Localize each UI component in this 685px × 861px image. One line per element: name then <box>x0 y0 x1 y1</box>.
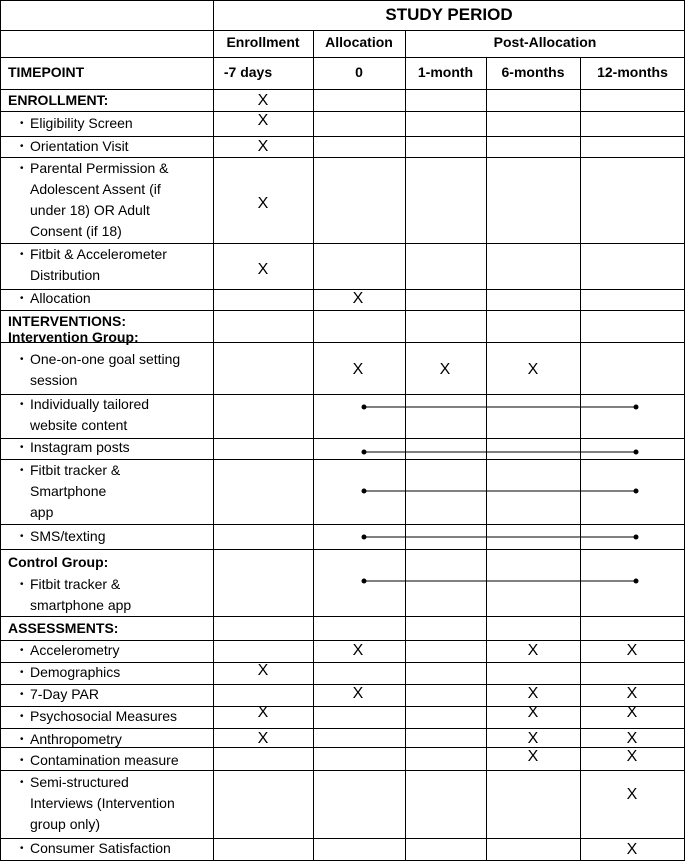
consent-label-line2: Adolescent Assent (if <box>30 181 161 197</box>
bullet-icon: • <box>20 734 24 745</box>
goal-setting-line2: session <box>30 372 78 388</box>
study-period-header: STUDY PERIOD <box>385 5 513 24</box>
duration-line-website <box>362 405 639 410</box>
bullet-icon: • <box>20 777 24 788</box>
control-fitbit-line1: Fitbit tracker & <box>30 576 121 592</box>
intervention-group-heading: Intervention Group: <box>8 329 139 345</box>
fitbit-smartphone-line3: app <box>30 504 54 520</box>
fitbit-smartphone-line1: Fitbit tracker & <box>30 462 121 478</box>
mark-psychosocial-minus7: X <box>257 704 269 721</box>
consumer-satisfaction-label: Consumer Satisfaction <box>30 840 171 856</box>
control-group-heading: Control Group: <box>8 554 109 570</box>
bullet-icon: • <box>20 442 24 453</box>
mark-anthropometry-12-months: X <box>626 730 638 747</box>
website-content-line2: website content <box>30 417 128 433</box>
post-allocation-header: Post-Allocation <box>493 34 597 50</box>
goal-setting-line1: One-on-one goal setting <box>30 351 181 367</box>
mark-goal-6-months: X <box>527 361 539 378</box>
mark-contamination-6-months: X <box>527 748 539 765</box>
bullet-icon: • <box>20 465 24 476</box>
bullet-icon: • <box>20 667 24 678</box>
timepoint-6-months: 6-months <box>501 64 565 80</box>
semi-structured-line1: Semi-structured <box>30 774 129 790</box>
mark-par-0: X <box>352 685 364 702</box>
psychosocial-label: Psychosocial Measures <box>30 708 178 724</box>
enrollment-column-header: Enrollment <box>226 34 300 50</box>
bullet-icon: • <box>20 531 24 542</box>
duration-line-control-fitbit <box>362 579 639 584</box>
assessments-heading: ASSESSMENTS: <box>8 620 119 636</box>
timepoint-12-months: 12-months <box>597 64 668 80</box>
bullet-icon: • <box>20 163 24 174</box>
mark-eligibility-minus7: X <box>257 112 269 129</box>
mark-fitbit-distribution-minus7: X <box>257 261 269 278</box>
mark-accelerometry-12-months: X <box>626 642 638 659</box>
semi-structured-line2: Interviews (Intervention <box>30 795 175 811</box>
bullet-icon: • <box>20 399 24 410</box>
eligibility-screen-label: Eligibility Screen <box>30 115 133 131</box>
mark-goal-1-month: X <box>439 361 451 378</box>
bullet-icon: • <box>20 141 24 152</box>
allocation-row-label: Allocation <box>30 290 91 306</box>
fitbit-distribution-line1: Fitbit & Accelerometer <box>30 246 167 262</box>
duration-line-sms <box>362 535 639 540</box>
mark-psychosocial-6-months: X <box>527 704 539 721</box>
timepoint-1-month: 1-month <box>417 64 474 80</box>
mark-accelerometry-0: X <box>352 642 364 659</box>
mark-orientation-minus7: X <box>257 138 269 155</box>
mark-anthropometry-6-months: X <box>527 730 539 747</box>
instagram-posts-label: Instagram posts <box>30 439 130 455</box>
bullet-icon: • <box>20 293 24 304</box>
bullet-icon: • <box>20 249 24 260</box>
orientation-visit-label: Orientation Visit <box>30 138 129 154</box>
semi-structured-line3: group only) <box>30 816 101 832</box>
mark-par-6-months: X <box>527 685 539 702</box>
bullet-icon: • <box>20 711 24 722</box>
bullet-icon: • <box>20 645 24 656</box>
bullet-icon: • <box>20 843 24 854</box>
mark-consumer-12-months: X <box>626 841 638 858</box>
mark-goal-0: X <box>352 361 364 378</box>
mark-psychosocial-12-months: X <box>626 704 638 721</box>
anthropometry-label: Anthropometry <box>30 731 122 747</box>
bullet-icon: • <box>20 579 24 590</box>
mark-accelerometry-6-months: X <box>527 642 539 659</box>
control-fitbit-line2: smartphone app <box>30 597 132 613</box>
mark-semi-structured-12-months: X <box>626 786 638 803</box>
mark-par-12-months: X <box>626 685 638 702</box>
seven-day-par-label: 7-Day PAR <box>30 686 99 702</box>
bullet-icon: • <box>20 354 24 365</box>
timepoint-0: 0 <box>355 64 363 80</box>
sms-texting-label: SMS/texting <box>30 528 106 544</box>
mark-consent-minus7: X <box>257 195 269 212</box>
mark-demographics-minus7: X <box>257 662 269 679</box>
allocation-column-header: Allocation <box>325 34 393 50</box>
demographics-label: Demographics <box>30 664 121 680</box>
timepoint-label: TIMEPOINT <box>8 64 85 80</box>
bullet-icon: • <box>20 689 24 700</box>
fitbit-distribution-line2: Distribution <box>30 267 101 283</box>
interventions-heading: INTERVENTIONS: <box>8 313 126 329</box>
mark-anthropometry-minus7: X <box>257 730 269 747</box>
contamination-label: Contamination measure <box>30 752 179 768</box>
duration-line-instagram <box>362 450 639 455</box>
accelerometry-label: Accelerometry <box>30 642 120 658</box>
fitbit-smartphone-line2: Smartphone <box>30 483 107 499</box>
consent-label-line4: Consent (if 18) <box>30 223 122 239</box>
bullet-icon: • <box>20 118 24 129</box>
duration-line-fitbit-smartphone <box>362 489 639 494</box>
mark-allocation-0: X <box>352 290 364 307</box>
website-content-line1: Individually tailored <box>30 396 150 412</box>
mark-enrollment-minus7: X <box>257 92 269 109</box>
enrollment-heading: ENROLLMENT: <box>8 92 109 108</box>
consent-label-line3: under 18) OR Adult <box>30 202 150 218</box>
mark-contamination-12-months: X <box>626 748 638 765</box>
timepoint-minus7: -7 days <box>223 64 273 80</box>
bullet-icon: • <box>20 755 24 766</box>
consent-label-line1: Parental Permission & <box>30 160 169 176</box>
